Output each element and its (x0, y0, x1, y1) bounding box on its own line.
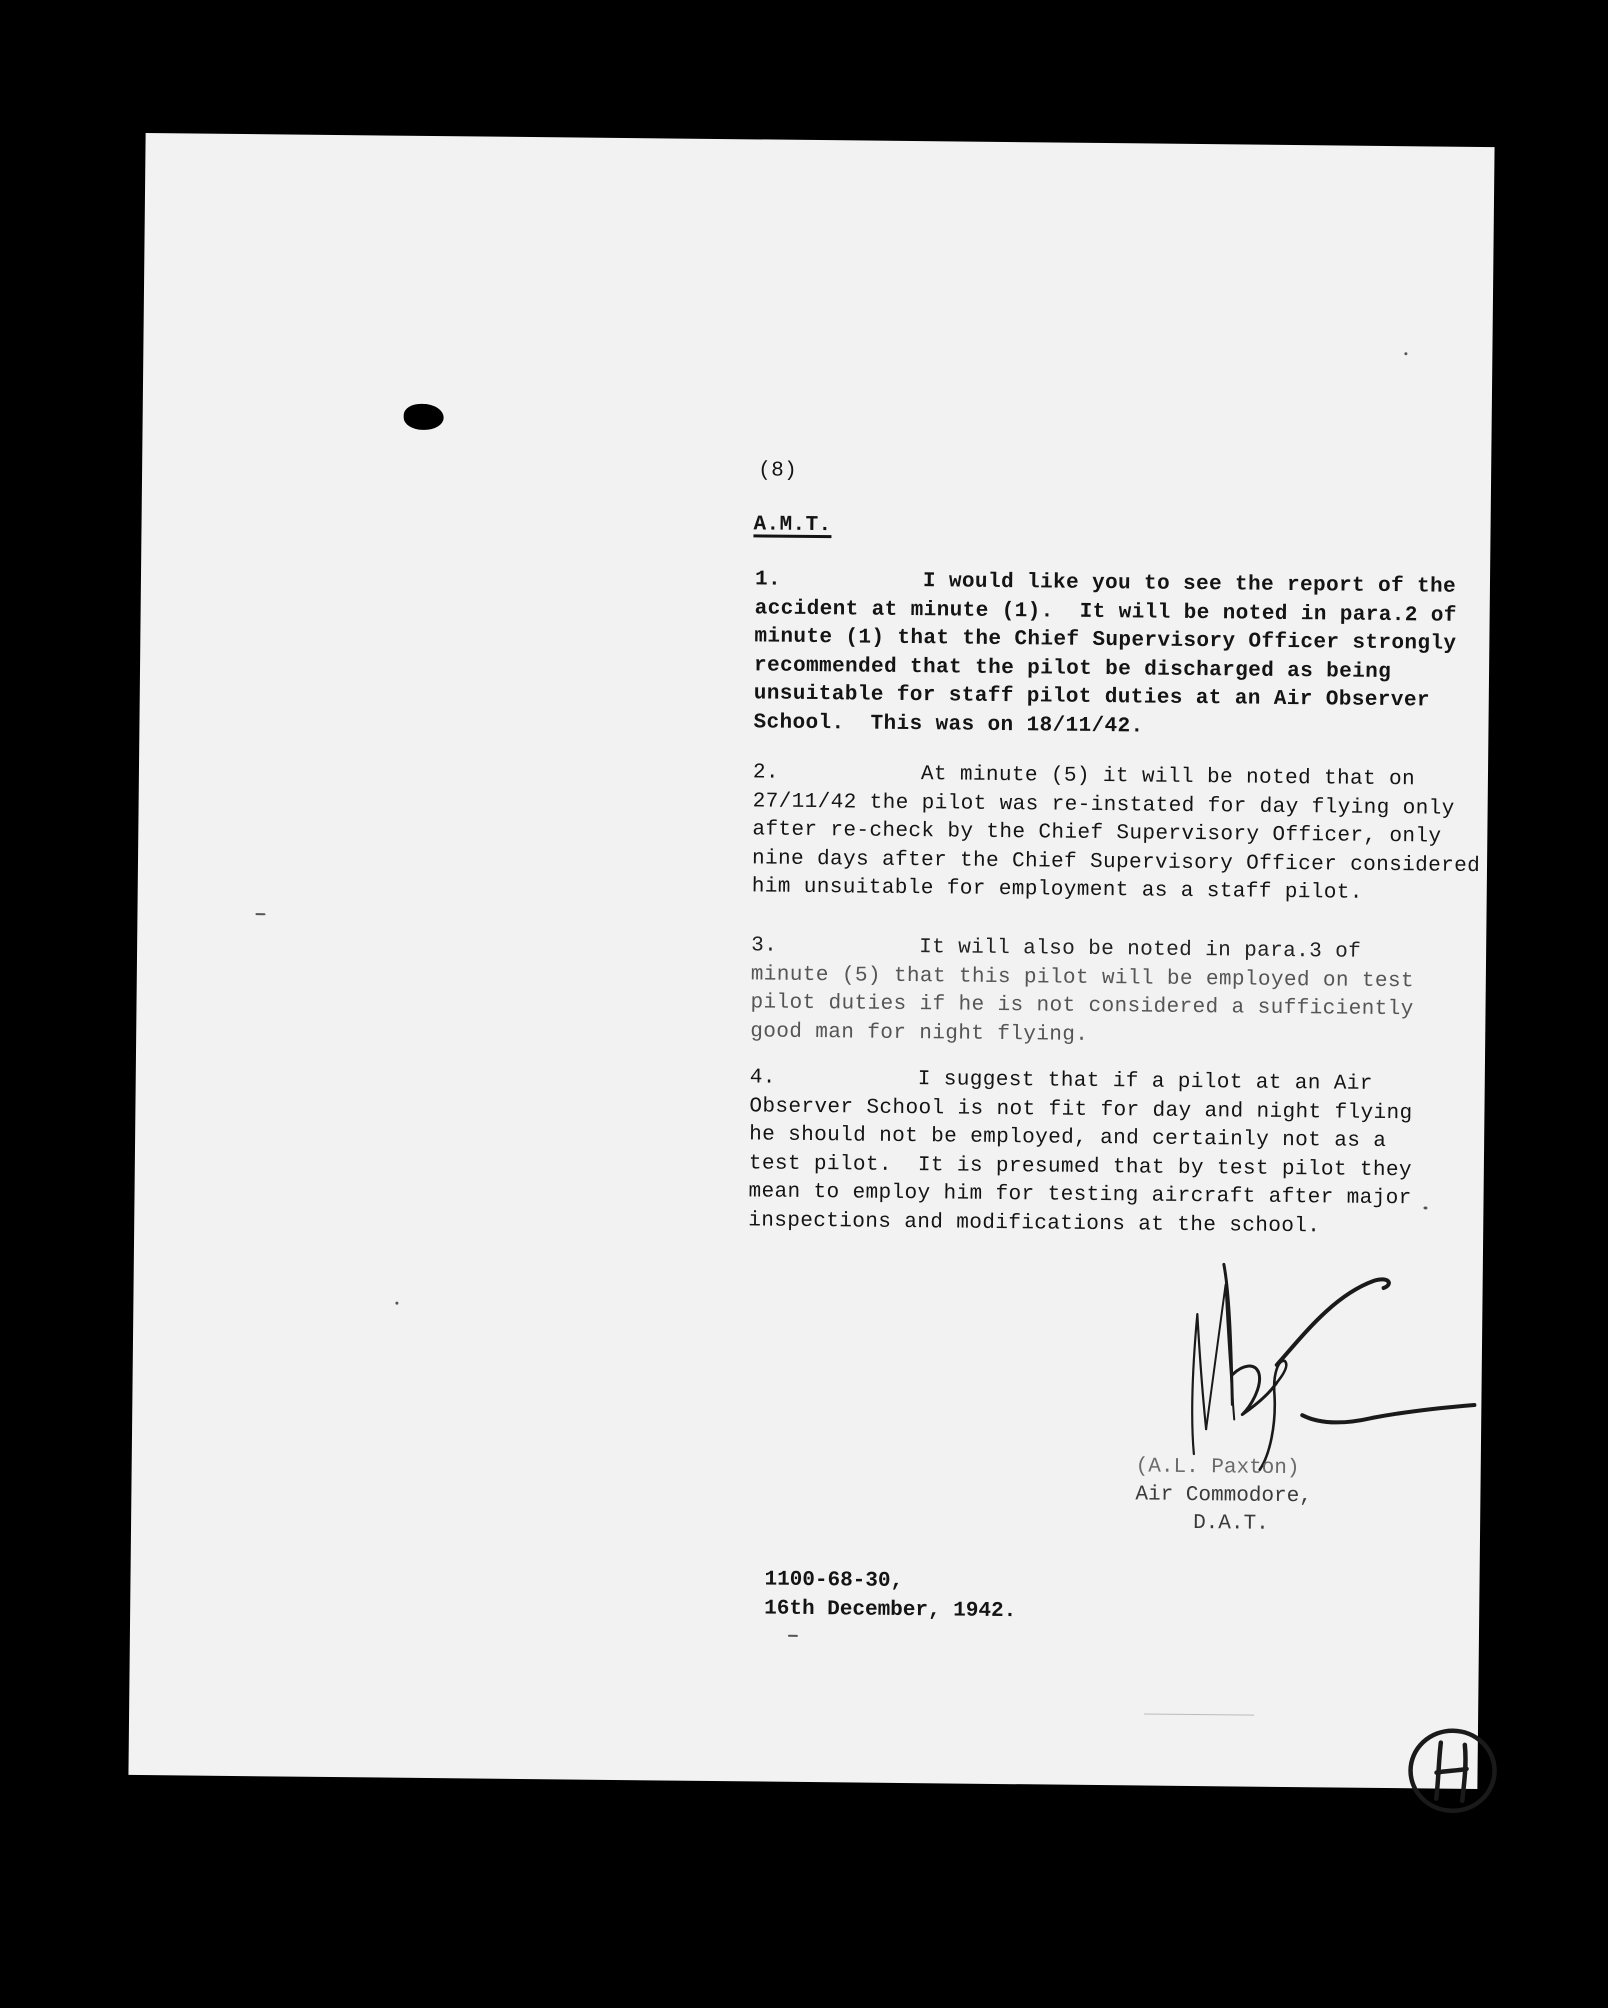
paragraph-line: after re-check by the Chief Supervisory Officer, only (752, 818, 1442, 849)
paragraph-line: 3. It will also be noted in para.3 of (751, 934, 1362, 964)
signatory-unit: D.A.T. (1193, 1512, 1269, 1536)
paper-speck (788, 1635, 798, 1637)
paper-line (1144, 1714, 1254, 1716)
paragraph-line: nine days after the Chief Supervisory Officer considered (751, 846, 1481, 878)
paragraph-line: him unsuitable for employment as a staff pilot. (751, 875, 1363, 905)
paragraph-line: recommended that the pilot be discharged as being (753, 653, 1392, 684)
paragraph-number: 4. (749, 1066, 776, 1090)
paragraph-1 (753, 566, 1555, 745)
paragraph-4 (748, 1064, 1550, 1243)
paragraph-line: mean to employ him for testing aircraft after major (748, 1180, 1412, 1211)
paragraph-line: he should not be employed, and certainly not as a (749, 1123, 1387, 1154)
document-date: 16th December, 1942. (764, 1597, 1017, 1624)
paragraph-line: inspections and modifications at the school. (748, 1208, 1321, 1238)
paragraph-line: good man for night flying. (750, 1019, 1089, 1047)
paragraph-line: School. This was on 18/11/42. (753, 710, 1144, 738)
paragraph-line: Observer School is not fit for day and night flying (749, 1094, 1413, 1125)
paragraph-number: 3. (751, 934, 778, 958)
signatory-name: (A.L. Paxton) (1135, 1455, 1300, 1481)
paper-speck (1423, 1206, 1427, 1209)
paragraph-line: test pilot. It is presumed that by test pilot they (748, 1151, 1413, 1182)
paragraph-2 (752, 759, 1553, 910)
minute-number: (8) (758, 459, 798, 483)
document-page (128, 133, 1494, 1789)
paragraph-3 (750, 932, 1551, 1054)
paragraph-line: 1. I would like you to see the report of the (754, 568, 1457, 599)
paragraph-line: 27/11/42 the pilot was re-instated for day flying only (752, 789, 1455, 821)
paragraph-line: minute (1) that the Chief Supervisory Officer strongly (754, 625, 1457, 656)
file-reference-block (764, 1566, 1017, 1627)
paragraph-line: pilot duties if he is not considered a sufficiently (750, 991, 1414, 1022)
addressee-heading: A.M.T. (753, 513, 832, 538)
paragraph-line: accident at minute (1). It will be noted in para.2 of (754, 596, 1457, 628)
paragraph-line: minute (5) that this pilot will be employed on test (750, 962, 1415, 993)
handwritten-signature (1172, 1254, 1494, 1477)
paragraph-number: 1. (754, 568, 782, 592)
file-reference: 1100-68-30, (764, 1568, 904, 1593)
punch-hole (404, 404, 444, 430)
paragraph-line: 2. At minute (5) it will be noted that on (752, 761, 1416, 792)
paragraph-line: 4. I suggest that if a pilot at an Air (749, 1066, 1373, 1096)
paragraph-line: unsuitable for staff pilot duties at an Air Observer (753, 682, 1430, 713)
circled-h-mark (1402, 1720, 1503, 1821)
paper-speck (255, 913, 265, 915)
paper-speck (395, 1302, 398, 1305)
signature-block (1135, 1453, 1312, 1539)
paragraph-number: 2. (752, 761, 780, 785)
signatory-rank: Air Commodore, (1135, 1483, 1312, 1509)
paper-speck (1404, 352, 1407, 355)
